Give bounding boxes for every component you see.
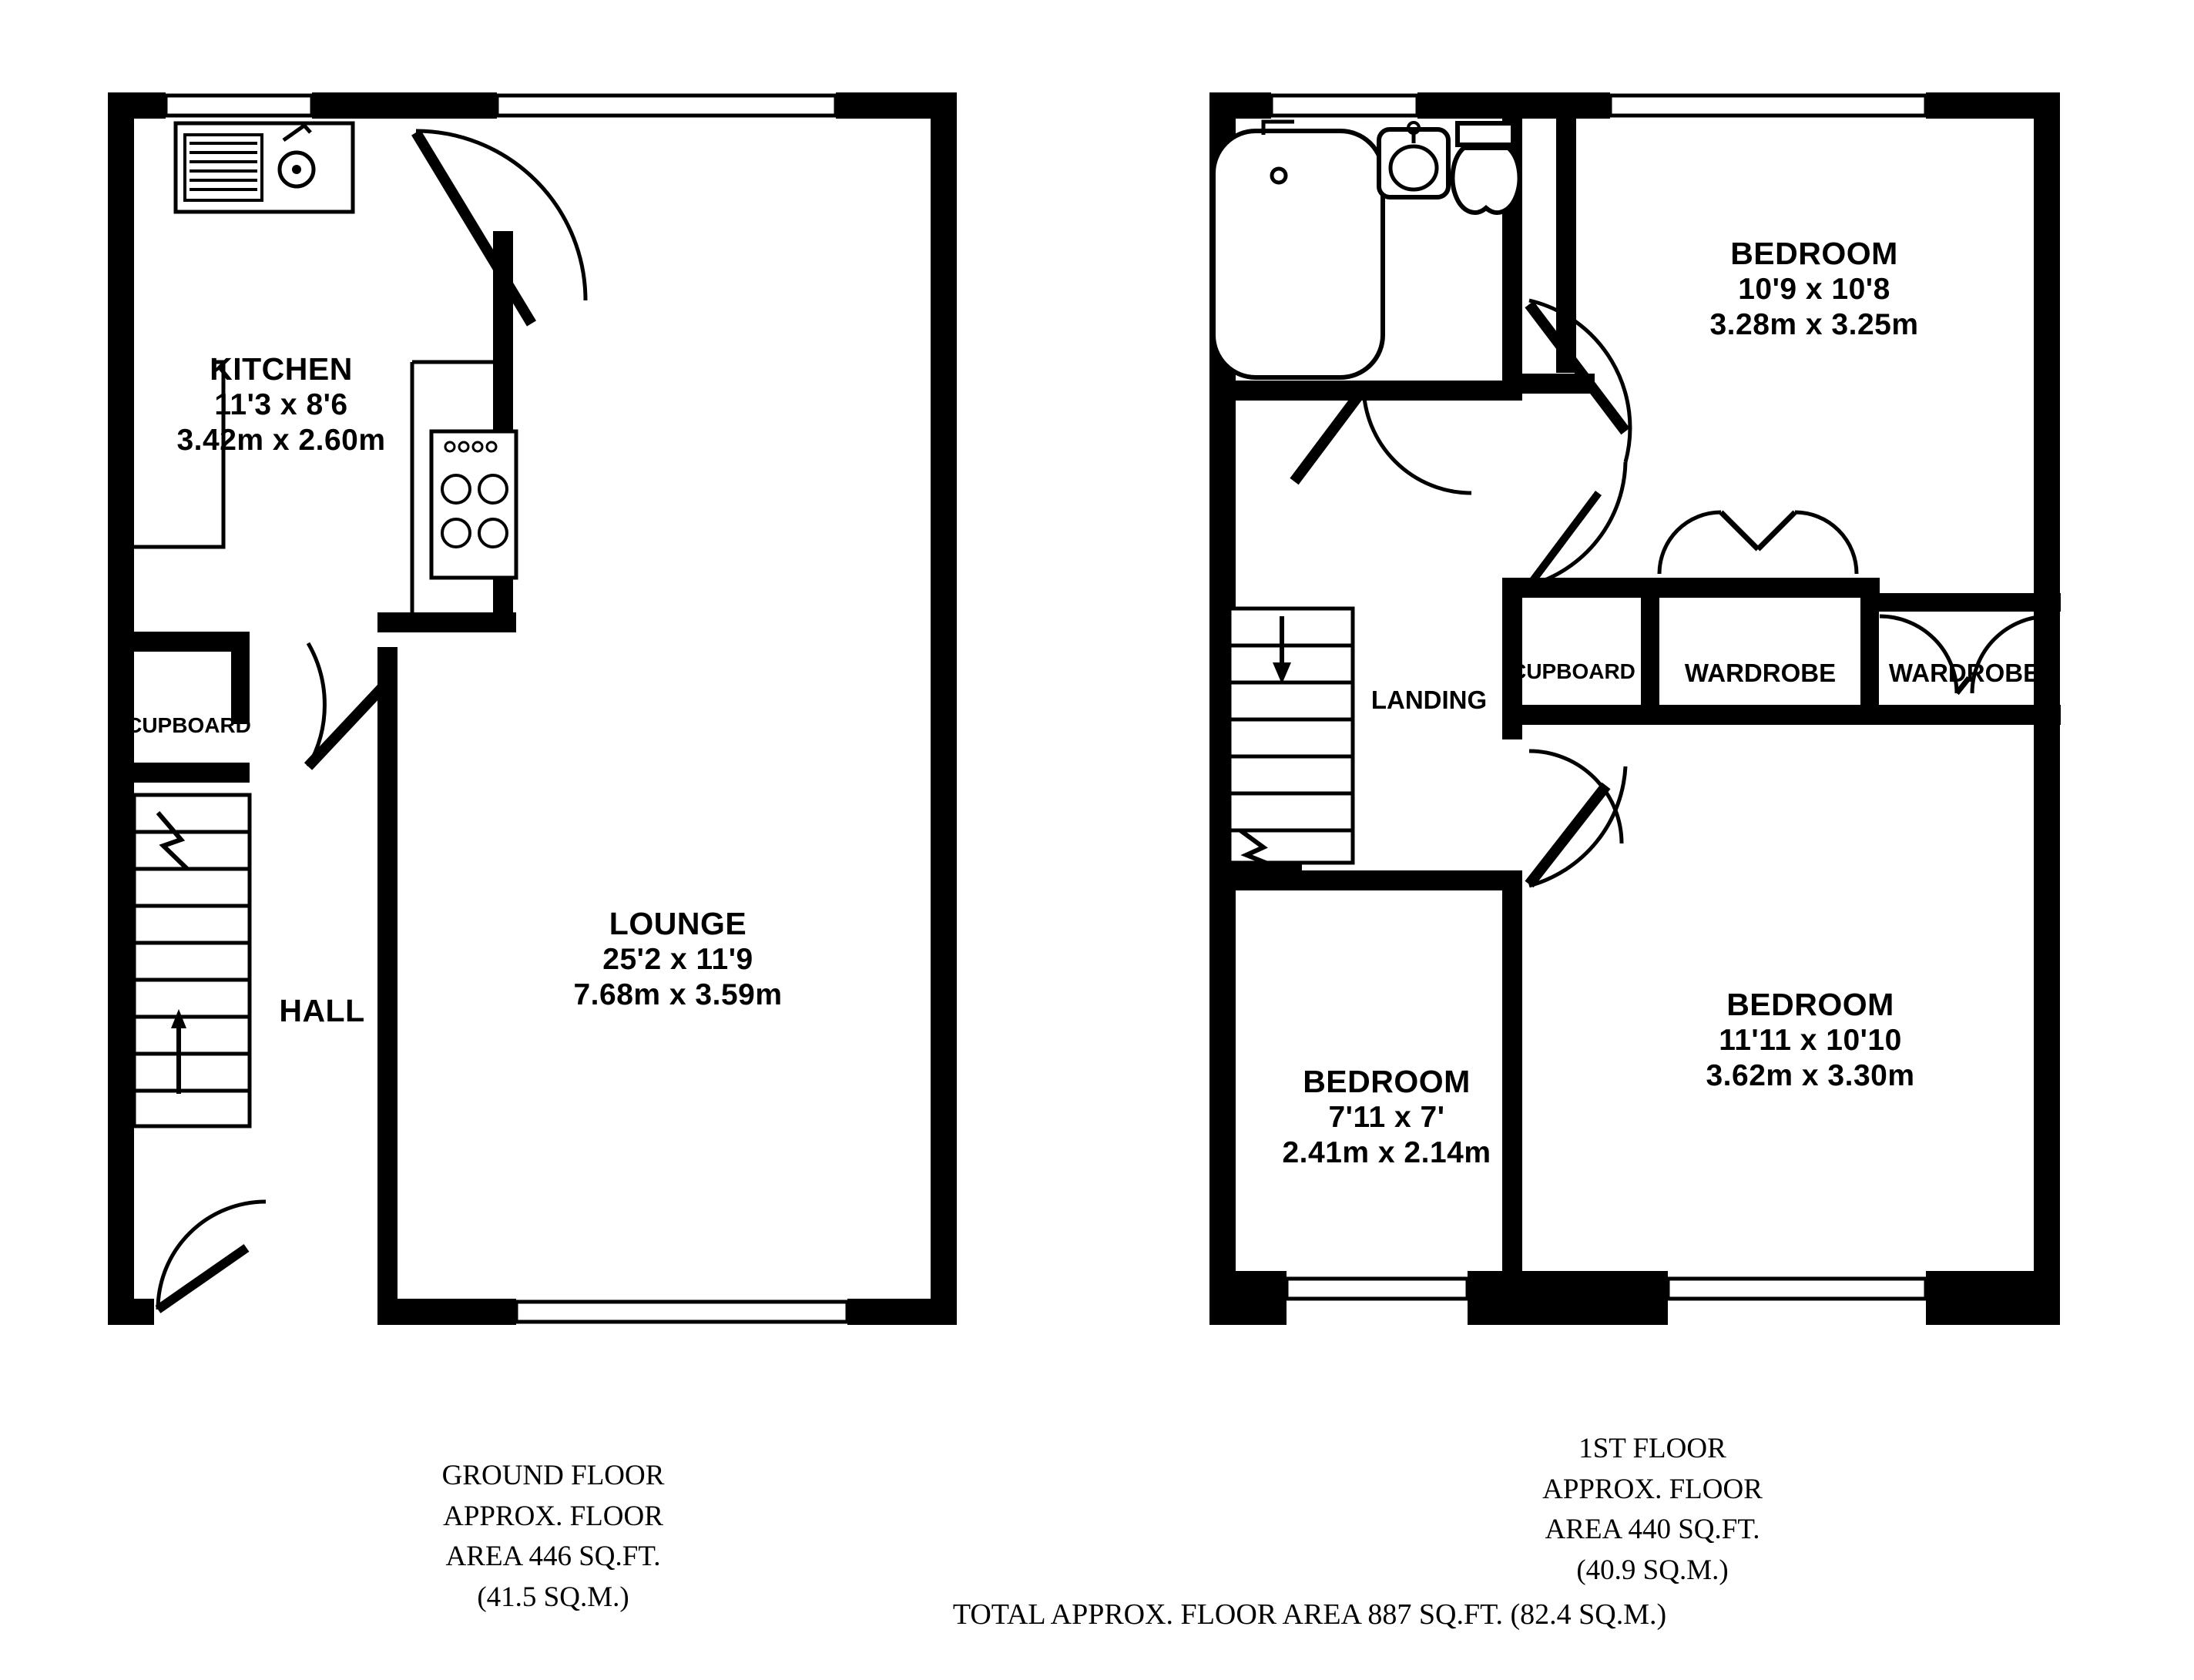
gf-wall-cupboard-right — [231, 632, 250, 724]
ff-window-top-left — [1271, 96, 1417, 116]
gf-label-cupboard: CUPBOARD — [126, 713, 251, 737]
ff-room-label-bedroom-2: BEDROOM 11'11 x 10'10 3.62m x 3.30m — [1706, 987, 1915, 1093]
ff-wall-cupboard-top — [1502, 578, 1880, 598]
ff-label-landing: LANDING — [1370, 686, 1488, 714]
gf-wall-cupboard-bottom — [134, 763, 250, 783]
ff-room-label-bedroom-3: BEDROOM 7'11 x 7' 2.41m x 2.14m — [1282, 1064, 1491, 1170]
ground-floor-caption: GROUND FLOOR APPROX. FLOOR AREA 446 SQ.FT. (41.5 SQ.M.) — [441, 1460, 665, 1613]
toilet — [1453, 123, 1520, 213]
ff-staircase — [1230, 609, 1353, 864]
total-area-caption: TOTAL APPROX. FLOOR AREA 887 SQ.FT. (82.4 SQ.M.) — [952, 1598, 1667, 1631]
gf-window-bottom — [516, 1302, 847, 1322]
ff-wall-bed1-left — [1556, 119, 1576, 373]
first-floor-caption: 1ST FLOOR APPROX. FLOOR AREA 440 SQ.FT. (40.9 SQ.M.) — [1542, 1433, 1763, 1586]
gf-wall-bottom-c — [847, 1299, 957, 1325]
gf-wall-top-c — [836, 92, 957, 119]
ff-window-bottom-right — [1668, 1279, 1926, 1299]
ff-wall-bed3-right — [1502, 870, 1522, 1302]
gf-wall-left — [108, 92, 134, 1325]
ff-wall-top-b — [1417, 92, 1610, 119]
ff-wall-bath-bottom-b — [1344, 381, 1522, 401]
gf-wall-right — [931, 92, 957, 1325]
kitchen-hob-unit — [431, 431, 516, 578]
gf-room-label-kitchen: KITCHEN 11'3 x 8'6 3.42m x 2.60m — [176, 351, 386, 458]
gf-window-top-right — [497, 96, 836, 116]
gf-wall-top-a — [108, 92, 166, 119]
ff-wall-top-a — [1209, 92, 1271, 119]
gf-room-label-hall: HALL — [279, 993, 365, 1028]
ff-label-cupboard: CUPBOARD — [1511, 659, 1635, 683]
washbasin — [1379, 122, 1448, 197]
gf-wall-hall-lounge — [377, 647, 398, 1302]
ff-window-top-right — [1610, 96, 1926, 116]
ff-wall-bath-bottom-c — [1225, 381, 1356, 401]
gf-wall-kitchen-bottom — [377, 612, 516, 632]
ff-wall-bottom-c — [1926, 1271, 2060, 1325]
ff-wall-wardrobe-div-1 — [1641, 578, 1659, 724]
gf-staircase — [134, 795, 250, 1126]
ff-wall-bottom-a — [1209, 1271, 1287, 1325]
ff-label-wardrobe-2: WARDROBE — [1888, 659, 2041, 687]
gf-wall-bottom-b — [377, 1299, 516, 1325]
ff-label-wardrobe-1: WARDROBE — [1684, 659, 1837, 687]
ff-wall-bottom-b — [1468, 1271, 1668, 1325]
ff-window-bottom-left — [1287, 1279, 1468, 1299]
ff-room-label-bedroom-1: BEDROOM 10'9 x 10'8 3.28m x 3.25m — [1709, 236, 1919, 342]
ff-wall-top-c — [1926, 92, 2060, 119]
sink-plug — [292, 165, 301, 174]
gf-wall-bottom-a — [108, 1299, 154, 1325]
gf-room-label-lounge: LOUNGE 25'2 x 11'9 7.68m x 3.59m — [573, 906, 783, 1012]
ff-wall-wardrobe-bottom-right — [1860, 705, 2061, 725]
ff-wall-wardrobe-top-right — [1860, 593, 2061, 612]
bathtub — [1213, 116, 1383, 377]
gf-window-top-left — [166, 96, 312, 116]
gf-wall-top-b — [312, 92, 497, 119]
ff-wall-cupboard-bottom — [1502, 705, 1880, 725]
